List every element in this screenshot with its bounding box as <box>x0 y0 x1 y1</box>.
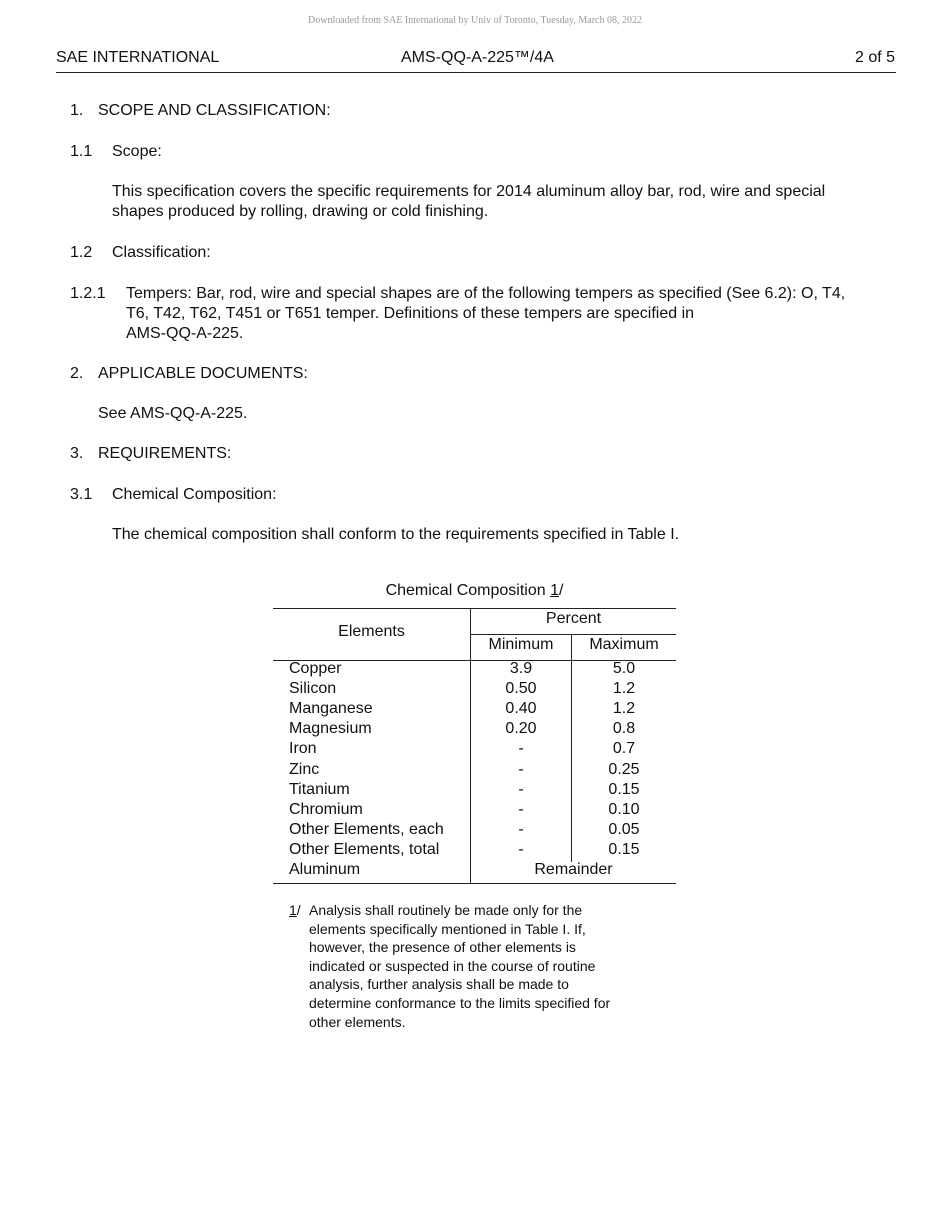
section-1-1-title: Scope: <box>112 143 162 160</box>
table-cell-element: Silicon <box>289 680 337 698</box>
section-3-1-number: 3.1 <box>70 486 93 503</box>
footnote-marker <box>289 901 301 920</box>
table-cell-maximum: 1.2 <box>612 680 636 698</box>
table-cell-minimum: 3.9 <box>509 660 533 677</box>
section-1-title: SCOPE AND CLASSIFICATION: <box>98 102 331 119</box>
footnote-line: indicated or suspected in the course of routine <box>309 958 596 974</box>
section-1-1-body-line: This specification covers the specific requirements for 2014 aluminum alloy bar, rod, wire and special <box>112 183 826 200</box>
table-cell-maximum: 0.10 <box>608 800 640 818</box>
table-cell-element: Copper <box>289 660 342 677</box>
footnote-line: however, the presence of other elements is <box>309 939 576 955</box>
table-header-minimum: Minimum <box>488 636 554 653</box>
table-cell-maximum: 0.25 <box>608 760 640 778</box>
section-1-2-title: Classification: <box>112 244 211 261</box>
table-cell-maximum: 0.05 <box>608 820 640 838</box>
section-1-number: 1. <box>70 102 84 119</box>
section-1-2-number: 1.2 <box>70 244 93 261</box>
section-1-2-1-line: Tempers: Bar, rod, wire and special shapes are of the following tempers as specified (See 6.2): O, T4, <box>126 285 846 302</box>
table-header-maximum: Maximum <box>589 636 659 653</box>
table-cell-element: Other Elements, total <box>289 840 440 858</box>
table-row-aluminum-value: Remainder <box>534 861 613 878</box>
section-3-number: 3. <box>70 445 84 462</box>
table-caption-footnote-slash: / <box>558 582 564 599</box>
table-caption <box>273 581 676 601</box>
table-caption-text: Chemical Composition <box>385 582 551 599</box>
table-cell-element: Titanium <box>289 780 350 798</box>
section-3-title: REQUIREMENTS: <box>98 445 232 462</box>
table-cell-minimum: 0.20 <box>505 720 537 738</box>
section-2-title: APPLICABLE DOCUMENTS: <box>98 365 308 382</box>
table-cell-element: Other Elements, each <box>289 820 444 838</box>
header-org: SAE INTERNATIONAL <box>56 49 220 66</box>
table-cell-minimum: - <box>518 740 524 758</box>
table-cell-minimum: 0.50 <box>505 680 537 698</box>
section-3-1-title: Chemical Composition: <box>112 486 277 503</box>
table-header-elements: Elements <box>338 623 405 640</box>
footnote-line: elements specifically mentioned in Table I. If, <box>309 921 586 937</box>
table-cell-minimum: - <box>518 760 524 778</box>
section-1-1-number: 1.1 <box>70 143 93 160</box>
table-cell-maximum: 0.7 <box>612 740 636 758</box>
section-1-1-body-line: shapes produced by rolling, drawing or cold finishing. <box>112 203 489 220</box>
table-caption-footnote-ref: 1 <box>550 582 559 599</box>
section-2-number: 2. <box>70 365 84 382</box>
table-cell-maximum: 0.15 <box>608 780 640 798</box>
table-cell-element: Chromium <box>289 800 363 818</box>
table-cell-element: Iron <box>289 740 317 758</box>
footnote-line: other elements. <box>309 1014 406 1030</box>
section-1-2-1-line: T6, T42, T62, T451 or T651 temper. Definitions of these tempers are specified in <box>126 305 695 322</box>
section-1-2-1-line: AMS-QQ-A-225. <box>126 325 244 342</box>
download-notice: Downloaded from SAE International by Univ of Toronto, Tuesday, March 08, 2022 <box>308 15 642 26</box>
footnote-ref: 1 <box>289 902 297 918</box>
table-cell-element: Magnesium <box>289 720 372 738</box>
table-cell-element: Zinc <box>289 760 320 778</box>
table-cell-minimum: 0.40 <box>505 700 537 718</box>
table-cell-maximum: 1.2 <box>612 700 636 718</box>
table-cell-maximum: 0.8 <box>612 720 636 738</box>
header-rule <box>56 72 896 73</box>
footnote-line: Analysis shall routinely be made only for the <box>309 902 583 918</box>
table-cell-maximum: 5.0 <box>612 660 636 677</box>
section-1-2-1-number: 1.2.1 <box>70 285 106 302</box>
table-bottom-rule <box>273 883 676 884</box>
footnote-line: analysis, further analysis shall be made to <box>309 976 569 992</box>
table-header-percent: Percent <box>545 610 602 627</box>
table-cell-minimum: - <box>518 800 524 818</box>
table-cell-minimum: - <box>518 840 524 858</box>
footnote-line: determine conformance to the limits specified for <box>309 995 611 1011</box>
table-row-aluminum-element: Aluminum <box>289 861 361 878</box>
table-cell-maximum: 0.15 <box>608 840 640 858</box>
table-cell-element: Manganese <box>289 700 373 718</box>
section-3-1-body: The chemical composition shall conform to the requirements specified in Table I. <box>112 526 680 543</box>
table-cell-minimum: - <box>518 820 524 838</box>
section-2-body: See AMS-QQ-A-225. <box>98 405 248 422</box>
table-cell-minimum: - <box>518 780 524 798</box>
header-doc-id: AMS-QQ-A-225™/4A <box>401 49 554 66</box>
header-page-number: 2 of 5 <box>854 49 895 66</box>
footnote-slash: / <box>296 902 301 918</box>
